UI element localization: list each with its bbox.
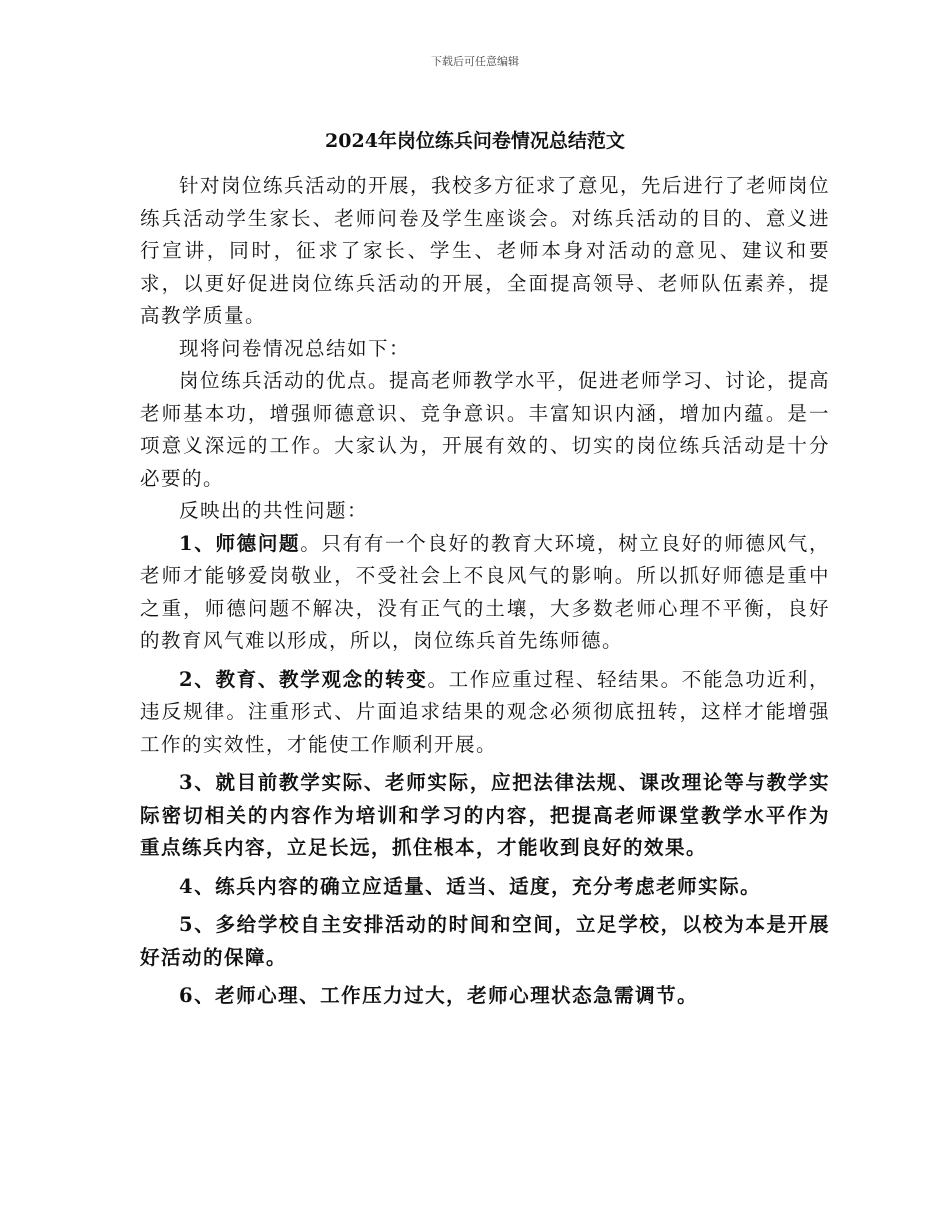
item-2-title: 2、教育、教学观念的转变 <box>179 667 428 691</box>
paragraph-issues-lead: 反映出的共性问题： <box>179 499 369 522</box>
paragraph-item-2 <box>140 664 830 762</box>
item-1-body: 。只有有一个良好的教育大环境，树立良好的师德风气，老师才能够爱岗敬业，不受社会上不良风气的影响。所以抓好师德是重中之重，师德问题不解决，没有正气的土壤，大多数老师心理不平衡，良好的教育风气难以形成，所以，岗位练兵首先练师德。 <box>140 531 830 652</box>
paragraph-item-5: 5、多给学校自主安排活动的时间和空间，立足学校，以校为本是开展好活动的保障。 <box>140 913 830 969</box>
paragraph-item-3: 3、就目前教学实际、老师实际，应把法律法规、课改理论等与教学实际密切相关的内容作为培训和学习的内容，把提高老师课堂教学水平作为重点练兵内容，立足长远，抓住根本，才能收到良好的效果。 <box>140 771 830 859</box>
paragraph-intro: 针对岗位练兵活动的开展，我校多方征求了意见，先后进行了老师岗位练兵活动学生家长、老师问卷及学生座谈会。对练兵活动的目的、意义进行宣讲，同时，征求了家长、学生、老师本身对活动的意见、建议和要求，以更好促进岗位练兵活动的开展，全面提高领导、老师队伍素养，提高教学质量。 <box>140 174 831 327</box>
paragraph-item-6: 6、老师心理、工作压力过大，老师心理状态急需调节。 <box>179 984 699 1007</box>
item-2-body: 。工作应重过程、轻结果。不能急功近利，违反规律。注重形式、片面追求结果的观念必须彻底扭转，这样才能增强工作的实效性，才能使工作顺利开展。 <box>140 667 830 756</box>
page-header-note: 下载后可任意编辑 <box>431 55 519 68</box>
item-1-title: 1、师德问题 <box>179 531 301 555</box>
paragraph-item-4: 4、练兵内容的确立应适量、适当、适度，充分考虑老师实际。 <box>179 874 762 898</box>
document-title: 2024年岗位练兵问卷情况总结范文 <box>325 130 625 152</box>
paragraph-item-1 <box>140 528 830 658</box>
paragraph-summary-lead: 现将问卷情况总结如下： <box>179 336 411 360</box>
document-body <box>140 170 830 1013</box>
paragraph-advantages: 岗位练兵活动的优点。提高老师教学水平，促进老师学习、讨论，提高老师基本功，增强师德意识、竞争意识。丰富知识内涵，增加内蕴。是一项意义深远的工作。大家认为，开展有效的、切实的岗位练兵活动是十分必要的。 <box>140 369 831 490</box>
